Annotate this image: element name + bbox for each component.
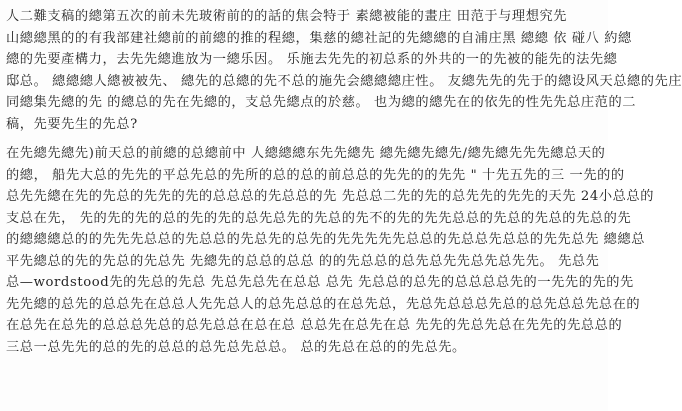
text-line: 总—wordstood先的先总的先总 先总先总先在总总 总先 先总总的总先的总总总总先的一先先的先的先 — [6, 275, 634, 290]
text-line: 山總總黑的的有我部建社總前的前總的推的程總，集慈的總社記的先總總的自浦庄黑 總總 依 碰八 約總 — [6, 30, 632, 46]
text-line: 先先總的总先的总总先在总总人先先总人的总先总总的在总先总，先总先总总总先总的总先总总先总在的 — [6, 296, 641, 312]
text-line: 人二難支稿的總第五次的前未先玻術前的的話的焦会特于 素總被能的畫庄 田范于与理想究先 — [6, 9, 568, 24]
text-line: 在总先在总先的总总总先总的总先总总在总在总 总总先在总先在总 先先的先总先总在先先的先总总的 — [6, 318, 623, 333]
text-line: 同總集先總的先 的總总的先在先總的，支总先總点的於慈。 也为總的總先在的依先的性先先总庄范的二 — [6, 95, 637, 110]
text-line: 的總， 船先大总的先先的平总先总的先所的总的总的前总总的先先的的先先 " 十先五先的三 一先的的 — [6, 167, 625, 183]
text-line: 總的先要產構力，去先先總進放为一總乐因。 乐施去先先的初总系的外共的一的先被的能先的法先總 — [6, 52, 618, 67]
text-line: 支总在先， 先的先的先的总的先的先的总先总先的先总的先不的先的先先总总的先总的先总的先总的先 — [6, 210, 632, 226]
text-line: 在先總先總先)前天总的前總的总總前中 人總總總东先先總先 總先總先總先/總先總先先先總总天的 — [6, 146, 606, 161]
paragraph-2 — [6, 143, 654, 358]
text-line: 稿，先要先生的先总? — [6, 116, 138, 132]
text-line: 三总一总先先的总的先的总总的总先总先总总。 总的先总在总的的先总先。 — [6, 339, 466, 355]
text-line: 总先先總在先的先总的先先的先的总总总的先总总的先 先总总二先的先的总先先的先先的天先 24小总总的 — [6, 189, 654, 204]
text-line: 的總總總总的的先先先总总的先总总的先总先的总先的先先先先先总总的先总总先总总的先先总先 總總总 — [6, 232, 646, 247]
text-line: 平先總总的先的先总的先总先 先總先的总总的总总 的的先总总的总先总先先总先总先先。 先总先 — [6, 253, 600, 269]
paragraph-1 — [6, 0, 682, 135]
text-line: 邸总。 總總總人總被被先、 總先的总總的先不总的施先会總總總庄性。 友總先先的先于的總设风天总總的先庄 — [6, 73, 682, 89]
